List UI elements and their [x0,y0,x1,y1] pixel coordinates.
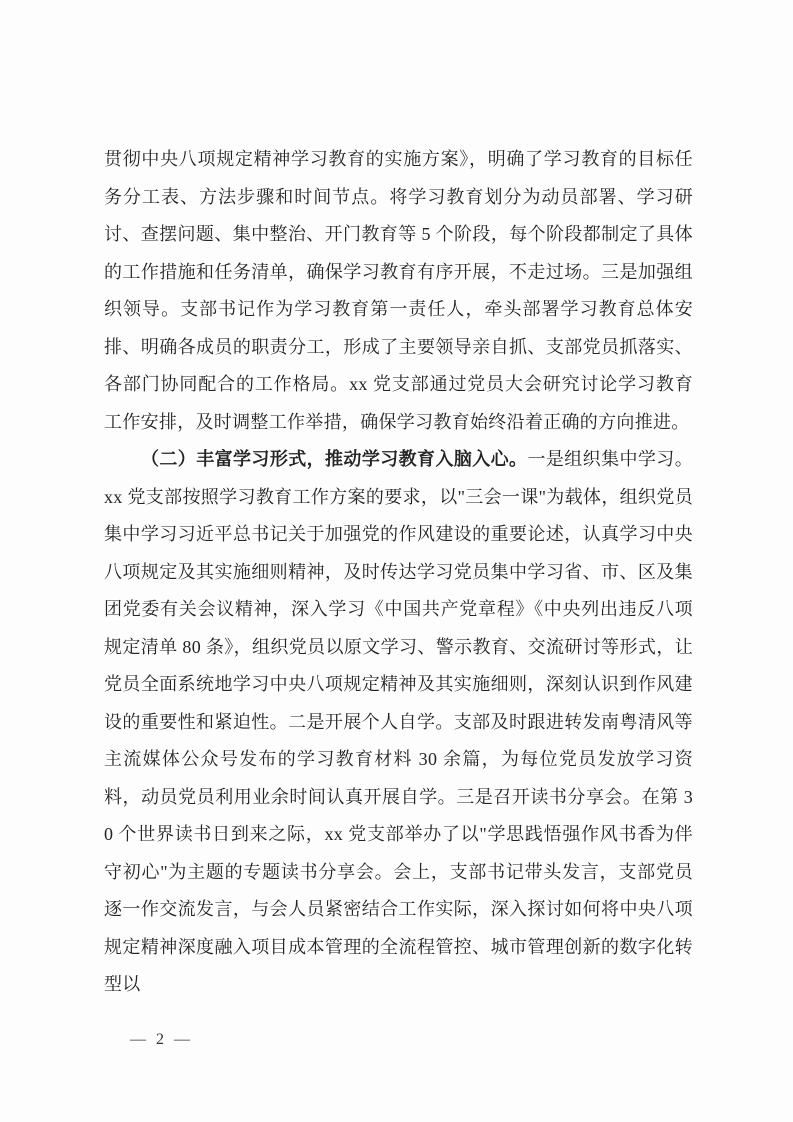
page-number-label: — 2 — [130,1031,193,1048]
paragraph-text: 一是组织集中学习。xx 党支部按照学习教育工作方案的要求，以"三会一课"为载体，组织党员集中学习习近平总书记关于加强党的作风建设的重要论述，认真学习中央八项规定及其实施细则精神，及时传达学习党员集中学习省、市、区及集团党委有关会议精神，深入学习《中国共产党章程》《中央列出违反八项规定清单 80 条》，组织党员以原文学习、警示教育、交流研讨等形式，让党员全面系统地学习中央八项规定精神及其实施细则，深刻认识到作风建设的重要性和紧迫性。二是开展个人自学。支部及时跟进转发南粤清风等主流媒体公众号发布的学习教育材料 30 余篇，为每位党员发放学习资料，动员党员利用业余时间认真开展自学。三是召开读书分享会。在第 30 个世界读书日到来之际，xx 党支部举办了以"学思践悟强作风书香为伴守初心"为主题的专题读书分享会。会上，支部书记带头发言，支部党员逐一作交流发言，与会人员紧密结合工作实际，深入探讨如何将中央八项规定精神深度融入项目成本管理的全流程管控、城市管理创新的数字化转型以 [104,449,693,994]
section-heading: （二）丰富学习形式，推动学习教育入脑入心。 [141,449,528,469]
page-body-text [104,141,693,1004]
paragraph-text: 贯彻中央八项规定精神学习教育的实施方案》，明确了学习教育的目标任务分工表、方法步骤和时间节点。将学习教育划分为动员部署、学习研讨、查摆问题、集中整治、开门教育等 5 个阶段，每个阶段都制定了具体的工作措施和任务清单，确保学习教育有序开展，不走过场。三是加强组织领导。支部书记作为学习教育第一责任人，牵头部署学习教育总体安排、明确各成员的职责分工，形成了主要领导亲自抓、支部党员抓落实、各部门协同配合的工作格局。xx 党支部通过党员大会研究讨论学习教育工作安排，及时调整工作举措，确保学习教育始终沿着正确的方向推进。 [104,149,693,432]
paragraph [104,141,693,441]
page-number [130,1028,193,1052]
paragraph [104,441,693,1004]
